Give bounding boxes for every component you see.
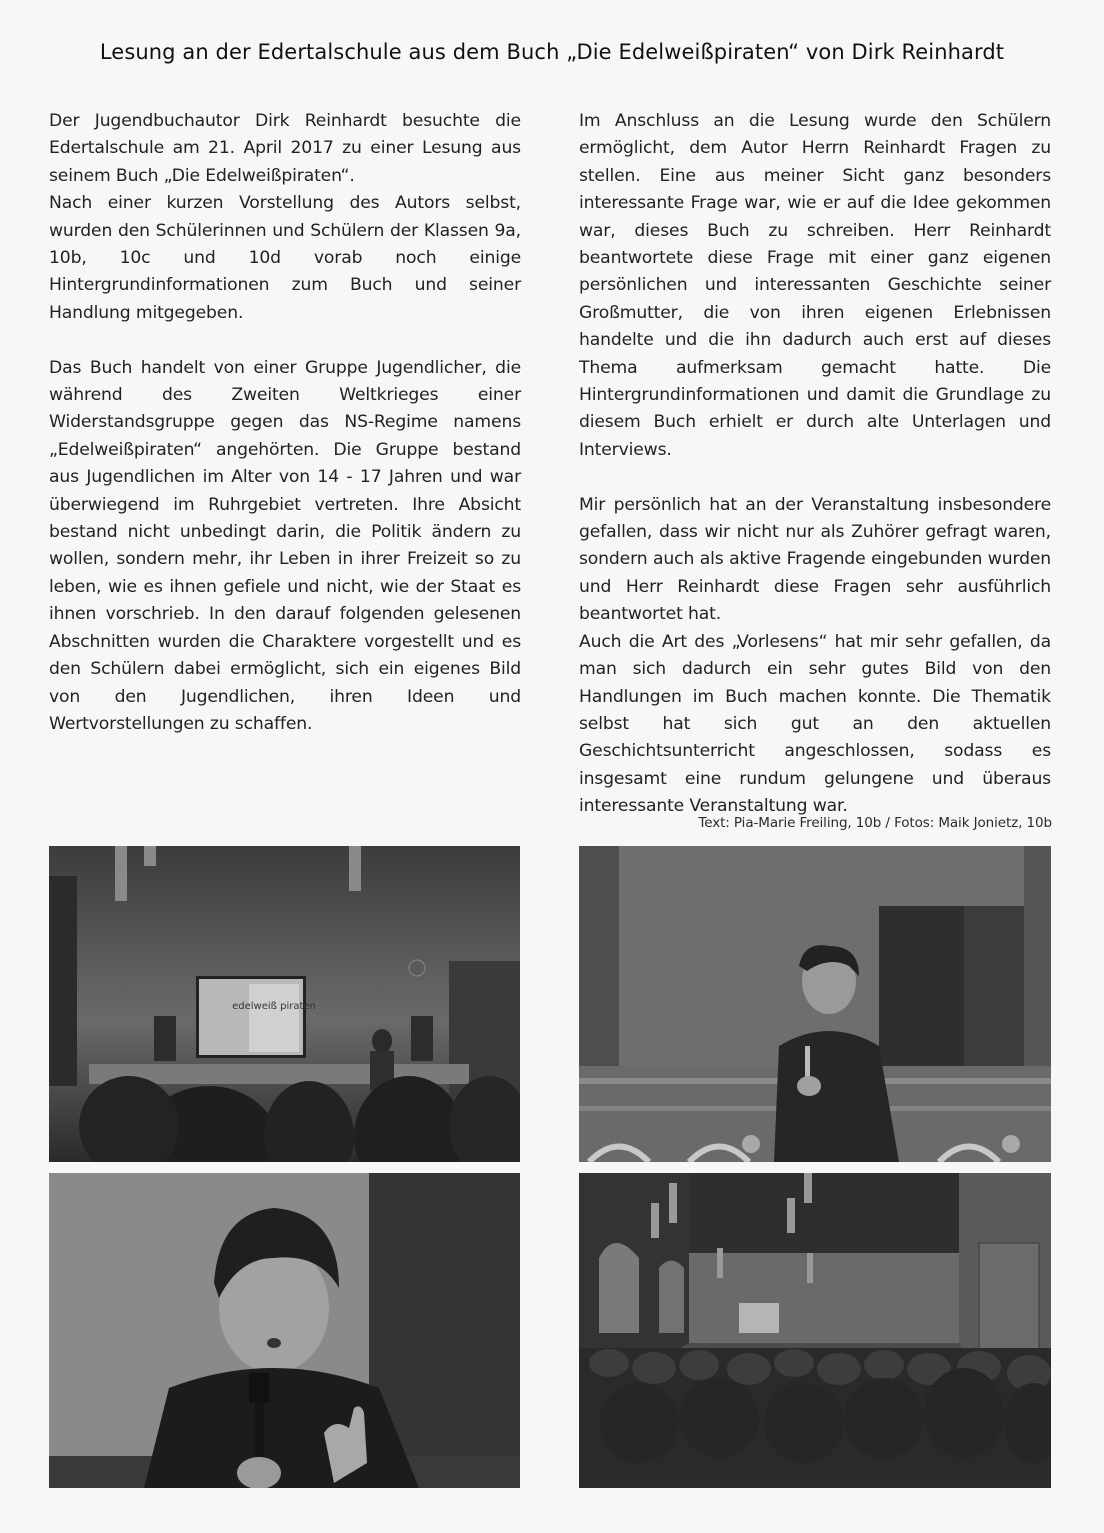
photo-author-standing-image (579, 846, 1051, 1162)
photo-author-closeup (49, 1173, 520, 1488)
left-column (49, 108, 521, 738)
paragraph-book-summary: Das Buch handelt von einer Gruppe Jugendlicher, die während des Zweiten Weltkrieges einer Widerstandsgruppe gegen das NS-Regime namens „Edelweißpiraten“ angehörten. Die Gruppe bestand aus Jugendlichen im Alter von 14 - 17 Jahren und war überwiegend im Ruhrgebiet vertreten. Ihre Absicht bestand nicht unbedingt darin, die Politik ändern zu wollen, sondern mehr, ihr Leben in ihrer Freizeit so zu leben, wie es ihnen gefiele und nicht, wie der Staat es ihnen vorschrieb. In den darauf folgenden gelesenen Abschnitten wurden die Charaktere vorgestellt und es den Schülern dabei ermöglicht, sich ein eigenes Bild von den Jugendlichen, ihren Ideen und Wertvorstellungen zu schaffen. (49, 357, 521, 734)
paragraph-conclusion: Auch die Art des „Vorlesens“ hat mir sehr gefallen, da man sich dadurch ein sehr gutes Bild von den Handlungen im Buch machen konnte. Die Thematik selbst hat sich gut an den aktuellen Geschichtsunterricht angeschlossen, sodass es insgesamt eine rundum gelungene und überaus interessante Veranstaltung war. (579, 631, 1051, 817)
paragraph-opinion: Mir persönlich hat an der Veranstaltung insbesondere gefallen, dass wir nicht nur als Zuhörer gefragt waren, sondern auch als aktive Fragende eingebunden wurden und Herr Reinhardt diese Fragen sehr ausführlich beantwortet hat. (579, 494, 1051, 625)
photo-credit: Text: Pia-Marie Freiling, 10b / Fotos: Maik Jonietz, 10b (698, 815, 1052, 831)
right-column (579, 108, 1051, 821)
photo-hall-screen-image (49, 846, 520, 1162)
screen-text: edelweiß piraten (232, 1001, 316, 1012)
paragraph-introduction-classes: Nach einer kurzen Vorstellung des Autors selbst, wurden den Schülerinnen und Schülern der Klassen 9a, 10b, 10c und 10d vorab noch einige Hintergrundinformationen zum Buch und seiner Handlung mitgegeben. (49, 193, 521, 323)
photo-hall-wide-image (579, 1173, 1051, 1488)
photo-hall-wide (579, 1173, 1051, 1488)
photo-author-closeup-image (49, 1173, 520, 1488)
photo-author-standing (579, 846, 1051, 1162)
paragraph-questions: Im Anschluss an die Lesung wurde den Schülern ermöglicht, dem Autor Herrn Reinhardt Fragen zu stellen. Eine aus meiner Sicht ganz besonders interessante Frage war, wie er auf die Idee gekommen war, dieses Buch zu schreiben. Herr Reinhardt beantwortete diese Frage mit einer ganz eigenen persönlichen und interessanten Geschichte seiner Großmutter, die von ihren eigenen Erlebnissen handelte und die ihn dadurch auch erst auf dieses Thema aufmerksam gemacht hatte. Die Hintergrundinformationen und damit die Grundlage zu diesem Buch erhielt er durch alte Unterlagen und Interviews. (579, 111, 1051, 460)
paragraph-intro: Der Jugendbuchautor Dirk Reinhardt besuchte die Edertalschule am 21. April 2017 zu einer Lesung aus seinem Buch „Die Edelweißpiraten“. (49, 111, 521, 186)
article-title: Lesung an der Edertalschule aus dem Buch „Die Edelweißpiraten“ von Dirk Reinhardt (99, 40, 1005, 64)
photo-hall-screen (49, 846, 520, 1162)
